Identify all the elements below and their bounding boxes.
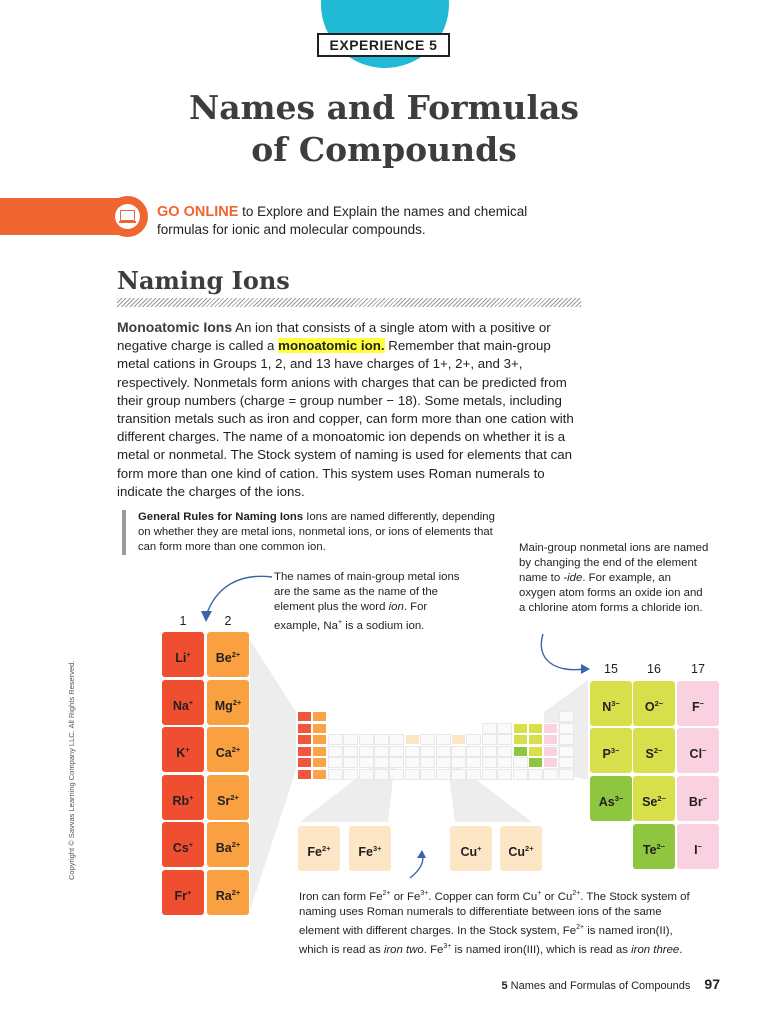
- ion-tile: $Ba^{2+}$: [207, 822, 249, 867]
- mini-table-cell: [389, 769, 404, 780]
- mini-table-cell: [482, 757, 497, 768]
- mini-table-cell: [466, 769, 481, 780]
- mini-table-cell: [374, 769, 389, 780]
- mini-table-cell: [328, 734, 343, 745]
- ion-tile: $Fe^{3+}$: [349, 826, 391, 871]
- mini-table-cell: [559, 757, 574, 768]
- ion-tile: $Fe^{2+}$: [298, 826, 340, 871]
- ion-tile: Rb+: [162, 775, 204, 820]
- mini-table-cell: [543, 734, 558, 745]
- page-number: 97: [704, 976, 720, 992]
- mini-table-cell: [528, 734, 543, 745]
- mini-table-cell: [343, 769, 358, 780]
- ion-tile: $S^{2-}$: [633, 728, 675, 773]
- mini-table-cell: [451, 757, 466, 768]
- ion-tile: $Be^{2+}$: [207, 632, 249, 677]
- mini-table-cell: [312, 746, 327, 757]
- mini-table-cell: [497, 723, 512, 734]
- ion-tile: $N^{3-}$: [590, 681, 632, 726]
- ion-tile: $Cu^{2+}$: [500, 826, 542, 871]
- mini-table-cell: [328, 757, 343, 768]
- mini-table-cell: [359, 757, 374, 768]
- mini-table-cell: [374, 746, 389, 757]
- mini-table-cell: [297, 746, 312, 757]
- mini-table-cell: [466, 734, 481, 745]
- mini-table-cell: [312, 757, 327, 768]
- mini-table-cell: [451, 734, 466, 745]
- ion-tile: Br−: [677, 776, 719, 821]
- mini-table-cell: [359, 746, 374, 757]
- ion-tile: F−: [677, 681, 719, 726]
- mini-table-cell: [543, 757, 558, 768]
- mini-table-cell: [374, 734, 389, 745]
- ion-tile: I−: [677, 824, 719, 869]
- mini-table-cell: [405, 769, 420, 780]
- mini-table-cell: [497, 734, 512, 745]
- mini-table-cell: [497, 769, 512, 780]
- mini-table-cell: [312, 711, 327, 722]
- callout-nonmetal-ions: Main-group nonmetal ions are named by changing the end of the element name to -ide. For example, an oxygen atom forms an oxide ion and a chlorine atom forms a chloride ion.: [519, 542, 709, 614]
- group-label-2: 2: [224, 614, 232, 628]
- mini-table-cell: [543, 769, 558, 780]
- mini-table-cell: [466, 746, 481, 757]
- mini-table-cell: [389, 757, 404, 768]
- section-heading: Naming Ions: [117, 266, 290, 295]
- go-online-text: GO ONLINE to Explore and Explain the names and chemical formulas for ionic and molecular compounds.: [157, 204, 528, 237]
- mini-table-cell: [559, 769, 574, 780]
- key-term-highlight: monoatomic ion.: [278, 338, 385, 354]
- ion-tile: $Mg^{2+}$: [207, 680, 249, 725]
- mini-table-cell: [528, 757, 543, 768]
- mini-table-cell: [513, 734, 528, 745]
- body-paragraph: Monoatomic Ions An ion that consists of a single atom with a positive or negative charge is called a monoatomic ion. Remember that main-group metal cations in Groups 1, 2, and 13 have charges of 1+, 2+, and 3+, respectively. Nonmetals form anions with charges that can be predicted from their group numbers (charge = group number − 18). Some metals, including transition metals such as iron and copper, can form more than one cation with different charges. The name of a monoatomic ion depends on whether it is a metal or nonmetal. The Stock system of naming is used for elements that can form more than one kind of cation. This system uses Roman numerals to indicate the charges of the ions.: [117, 319, 574, 499]
- mini-table-cell: [420, 746, 435, 757]
- rules-box: General Rules for Naming Ions Ions are named differently, depending on whether they are metal ions, nonmetal ions, or ions of elements that can form more than one common ion.: [122, 510, 498, 555]
- mini-table-cell: [482, 723, 497, 734]
- mini-table-cell: [559, 746, 574, 757]
- mini-table-cell: [482, 734, 497, 745]
- mini-table-cell: [405, 746, 420, 757]
- mini-table-cell: [297, 769, 312, 780]
- mini-table-cell: [297, 711, 312, 722]
- mini-table-cell: [436, 734, 451, 745]
- mini-table-cell: [436, 757, 451, 768]
- mini-table-cell: [528, 769, 543, 780]
- mini-table-cell: [543, 723, 558, 734]
- ion-tile: $Te^{2-}$: [633, 824, 675, 869]
- mini-table-cell: [559, 734, 574, 745]
- page-title-line2: of Compounds: [251, 130, 517, 169]
- ion-tile: K+: [162, 727, 204, 772]
- mini-table-cell: [420, 734, 435, 745]
- mini-table-cell: [436, 769, 451, 780]
- ion-tile: $Ca^{2+}$: [207, 727, 249, 772]
- mini-table-cell: [312, 769, 327, 780]
- page-title-line1: Names and Formulas: [189, 88, 579, 127]
- mini-table-cell: [543, 746, 558, 757]
- group-label-15: 15: [604, 662, 618, 676]
- mini-table-cell: [389, 746, 404, 757]
- ion-tile: Cl−: [677, 728, 719, 773]
- ion-tile: $O^{2-}$: [633, 681, 675, 726]
- ion-tile: Na+: [162, 680, 204, 725]
- mini-table-cell: [359, 734, 374, 745]
- mini-table-cell: [328, 746, 343, 757]
- mini-table-cell: [513, 769, 528, 780]
- paragraph-lead: Monoatomic Ions: [117, 319, 233, 335]
- mini-table-cell: [466, 757, 481, 768]
- mini-table-cell: [451, 746, 466, 757]
- ion-tile: $P^{3-}$: [590, 728, 632, 773]
- mini-table-cell: [297, 723, 312, 734]
- mini-table-cell: [497, 746, 512, 757]
- ion-tile: $Ra^{2+}$: [207, 870, 249, 915]
- mini-table-cell: [559, 723, 574, 734]
- mini-table-cell: [343, 746, 358, 757]
- mini-table-cell: [451, 769, 466, 780]
- callout-stock-system: Iron can form $Fe^{2+}$ or $Fe^{3+}$. Copper can form Cu+ or $Cu^{2+}$. The Stock system of naming uses Roman numerals to differentiate between ions of the same element with different charges. In the Stock system, $Fe^{2+}$ is named iron(II), which is read as iron two. $Fe^{3+}$ is named iron(III), which is read as iron three.: [299, 890, 690, 956]
- mini-table-cell: [359, 769, 374, 780]
- page-footer: 5 Names and Formulas of Compounds 97: [501, 976, 720, 992]
- ion-tile: Cu+: [450, 826, 492, 871]
- group-label-1: 1: [179, 614, 187, 628]
- mini-table-cell: [420, 757, 435, 768]
- group-label-17: 17: [691, 662, 705, 676]
- ion-tile: Fr+: [162, 870, 204, 915]
- ion-tile: Li+: [162, 632, 204, 677]
- mini-table-cell: [497, 757, 512, 768]
- mini-table-cell: [482, 746, 497, 757]
- rules-lead: General Rules for Naming Ions: [138, 511, 304, 523]
- mini-table-cell: [312, 723, 327, 734]
- mini-table-cell: [328, 769, 343, 780]
- mini-table-cell: [420, 769, 435, 780]
- ion-tile: Cs+: [162, 822, 204, 867]
- mini-table-cell: [297, 734, 312, 745]
- ion-tile: $Se^{2-}$: [633, 776, 675, 821]
- experience-badge: EXPERIENCE 5: [317, 33, 450, 57]
- mini-table-cell: [297, 757, 312, 768]
- mini-table-cell: [528, 746, 543, 757]
- mini-table-cell: [374, 757, 389, 768]
- ion-tile: $As^{3-}$: [590, 776, 632, 821]
- mini-table-cell: [528, 723, 543, 734]
- mini-table-cell: [389, 734, 404, 745]
- mini-table-cell: [405, 734, 420, 745]
- copyright-notice: Copyright © Savvas Learning Company LLC. All Rights Reserved.: [67, 660, 76, 880]
- mini-table-cell: [559, 711, 574, 722]
- mini-table-cell: [312, 734, 327, 745]
- mini-table-cell: [513, 746, 528, 757]
- mini-table-cell: [436, 746, 451, 757]
- group-label-16: 16: [647, 662, 661, 676]
- mini-table-cell: [343, 757, 358, 768]
- mini-table-cell: [513, 757, 528, 768]
- mini-table-cell: [405, 757, 420, 768]
- go-online-link[interactable]: GO ONLINE: [157, 204, 239, 220]
- ion-tile: $Sr^{2+}$: [207, 775, 249, 820]
- callout-metal-ions: The names of main-group metal ions are the same as the name of the element plus the word ion. For example, Na+ is a sodium ion.: [274, 571, 460, 632]
- mini-table-cell: [343, 734, 358, 745]
- mini-table-cell: [513, 723, 528, 734]
- mini-table-cell: [482, 769, 497, 780]
